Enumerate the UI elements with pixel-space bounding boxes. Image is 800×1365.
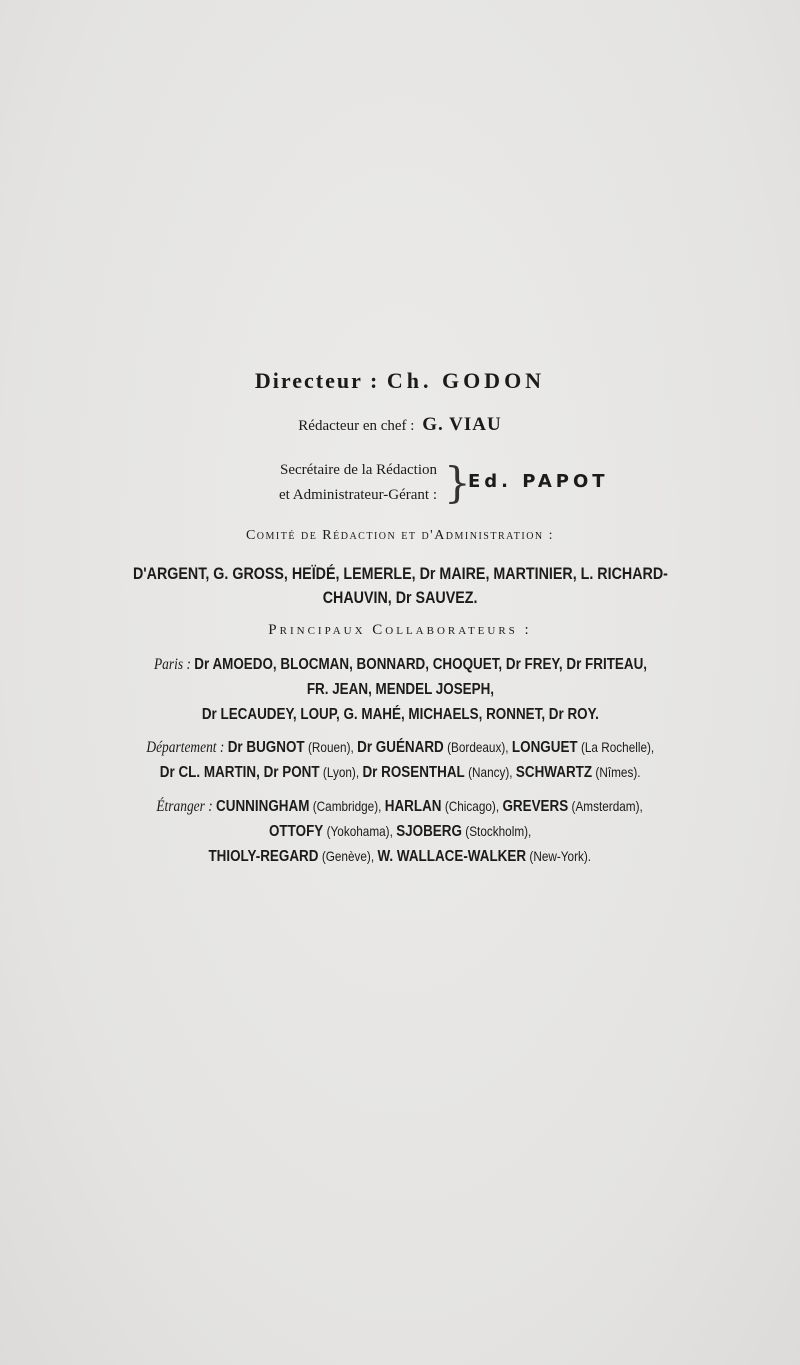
foreign-name-3: GREVERS xyxy=(502,798,569,815)
etranger-section xyxy=(0,794,800,869)
dept-city-2: (Bordeaux), xyxy=(446,739,509,755)
committee-title: Comité de Rédaction et d'Administration : xyxy=(245,528,555,543)
paris-line2: FR. JEAN, MENDEL JOSEPH, xyxy=(306,681,494,698)
paris-section xyxy=(0,652,800,727)
departements-section xyxy=(0,735,800,785)
foreign-name-1: CUNNINGHAM xyxy=(216,798,310,815)
dept-city-4: (Lyon), xyxy=(322,764,359,780)
dept-name-4: Dr CL. MARTIN, Dr PONT xyxy=(159,764,320,781)
dept-city-1: (Rouen), xyxy=(307,739,354,755)
secretary-title-line2: et Administrateur-Gérant : xyxy=(279,487,437,503)
director-name: Ch. GODON xyxy=(386,368,546,393)
departements-label: Département : xyxy=(146,739,225,756)
dept-name-6: SCHWARTZ xyxy=(515,764,592,781)
secretary-name: Ed. PAPOT xyxy=(468,471,609,492)
secretary-titles xyxy=(165,458,437,508)
director-line xyxy=(0,368,800,394)
dept-city-5: (Nancy), xyxy=(467,764,513,780)
committee-line1: D'ARGENT, G. GROSS, HEÏDÉ, LEMERLE, Dr MAIRE, MARTINIER, L. RICHARD- xyxy=(132,564,668,583)
committee-members xyxy=(0,562,800,610)
foreign-city-3: (Amsterdam), xyxy=(571,798,644,814)
secretary-block xyxy=(0,458,800,510)
foreign-city-5: (Stockholm), xyxy=(465,823,532,839)
foreign-city-7: (New-York). xyxy=(529,848,592,864)
foreign-name-7: W. WALLACE-WALKER xyxy=(377,848,527,865)
redacteur-name: G. VIAU xyxy=(422,414,502,435)
dept-name-5: Dr ROSENTHAL xyxy=(362,764,465,781)
paris-line3: Dr LECAUDEY, LOUP, G. MAHÉ, MICHAELS, RONNET, Dr ROY. xyxy=(201,706,599,723)
dept-name-3: LONGUET xyxy=(511,739,578,756)
paris-line1: Dr AMOEDO, BLOCMAN, BONNARD, CHOQUET, Dr FREY, Dr FRITEAU, xyxy=(193,656,647,673)
foreign-name-6: THIOLY-REGARD xyxy=(208,848,319,865)
dept-city-6: (Nîmes). xyxy=(595,764,641,780)
dept-city-3: (La Rochelle), xyxy=(580,739,654,755)
secretary-title-line1: Secrétaire de la Rédaction xyxy=(279,462,437,478)
redacteur-line xyxy=(0,414,800,436)
dept-name-1: Dr BUGNOT xyxy=(227,739,305,756)
collaborators-title: Principaux Collaborateurs : xyxy=(268,622,532,638)
director-label: Directeur : xyxy=(254,368,380,393)
foreign-name-5: SJOBERG xyxy=(396,823,462,840)
foreign-name-4: OTTOFY xyxy=(268,823,324,840)
redacteur-label: Rédacteur en chef : xyxy=(298,418,415,434)
foreign-city-6: (Genève), xyxy=(322,848,375,864)
foreign-city-2: (Chicago), xyxy=(445,798,500,814)
committee-line2: CHAUVIN, Dr SAUVEZ. xyxy=(322,588,478,607)
dept-name-2: Dr GUÉNARD xyxy=(356,739,444,756)
foreign-name-2: HARLAN xyxy=(385,798,442,815)
brace-icon: } xyxy=(444,458,471,507)
foreign-city-4: (Yokohama), xyxy=(326,823,393,839)
foreign-city-1: (Cambridge), xyxy=(313,798,382,814)
etranger-label: Étranger : xyxy=(156,798,214,815)
paris-label: Paris : xyxy=(153,656,191,673)
